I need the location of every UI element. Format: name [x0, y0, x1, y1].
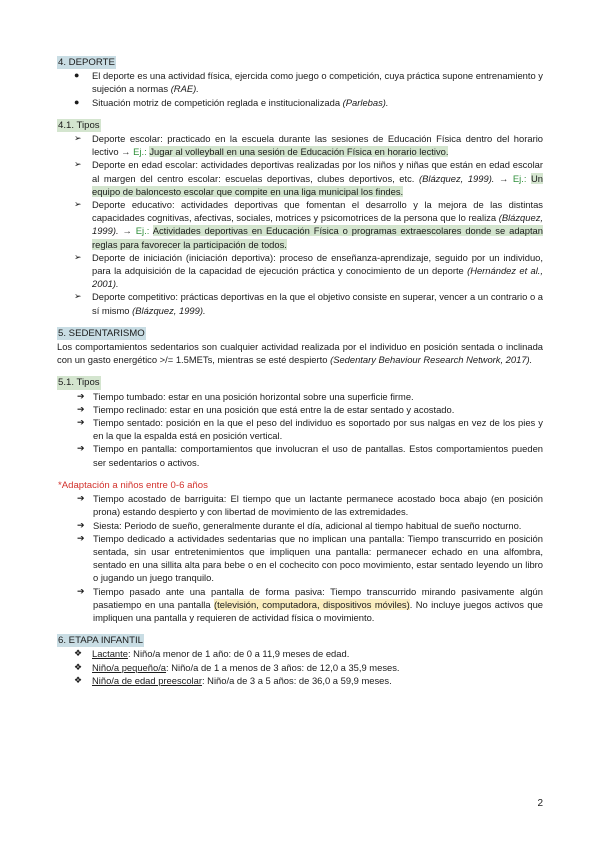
list-item: ● El deporte es una actividad física, ejercida como juego o competición, cuya práctica supone entrenamiento y sujeción a normas (RAE). — [74, 70, 543, 95]
arrow-bullet-icon: ➔ — [77, 403, 85, 414]
term: Niño/a pequeño/a — [92, 661, 167, 673]
diamond-bullet-icon: ❖ — [74, 674, 83, 685]
list-item: ➢ Deporte escolar: practicado en la escuela durante las sesiones de Educación Física dentro del horario lectivo → Ej.: Jugar al volleyball en una sesión de Educación Física en horario lectivo. — [74, 133, 543, 158]
list-item: ➔ Tiempo tumbado: estar en una posición horizontal sobre una superficie firme. — [77, 390, 414, 402]
highlighted-text: (televisión, computadora, dispositivos móviles) — [214, 598, 410, 610]
list-item: ➔ Tiempo sentado: posición en la que el peso del individuo es soportado por sus nalgas en vez de los pies y en la que la espalda está en posición vertical. — [77, 417, 543, 442]
citation: (Blázquez, 1999). — [132, 304, 206, 316]
list-item: ➔ Tiempo pasado ante una pantalla de forma pasiva: Tiempo transcurrido mirando pasivamente algún pasatiempo en una pantalla (televisión, computadora, dispositivos móviles). No incluye juegos activos que impliquen una pantalla y requieren de actividad física o movimiento. — [77, 585, 544, 623]
list-item: ➢ Deporte de iniciación (iniciación deportiva): proceso de enseñanza-aprendizaje, seguido por un individuo, para la adquisición de la capacidad de ejecución práctica y conocimiento de un deporte (Hernández et al., 2001). — [74, 251, 543, 290]
list-item: ➢ Deporte competitivo: prácticas deportivas en la que el objetivo consiste en superar, vencer a un contrario o a sí mismo (Blázquez, 1999). — [74, 291, 543, 316]
example-label: Ej.: — [133, 146, 147, 158]
section-heading: 4. DEPORTE — [58, 57, 115, 68]
arrow-bullet-icon: ➔ — [77, 519, 85, 530]
triangle-bullet-icon: ➢ — [74, 291, 82, 302]
arrow-bullet-icon: ➔ — [77, 443, 85, 454]
document-page — [57, 55, 543, 696]
citation: (Sedentary Behaviour Research Network, 2017). — [330, 354, 533, 366]
citation: (Parlebas). — [342, 96, 389, 108]
citation: (Blázquez, 1999). — [418, 172, 495, 184]
round-bullet-icon: ● — [74, 70, 80, 81]
arrow-bullet-icon: ➔ — [77, 532, 85, 543]
section-deporte — [57, 55, 543, 109]
list-item: ➔ Siesta: Periodo de sueño, generalmente durante el día, adicional al tiempo habitual de sueño nocturno. — [77, 519, 522, 531]
example-text: Actividades deportivas en Educación Física o programas extraescolares donde se adaptan reglas para favorecer la participación de todos. — [92, 225, 543, 250]
round-bullet-icon: ● — [74, 96, 80, 107]
example-text: Jugar al volleyball en una sesión de Educación Física en horario lectivo. — [149, 146, 449, 158]
citation: (Blázquez, 1999). — [92, 212, 543, 237]
term: Lactante — [92, 648, 128, 660]
list-item: ➔ Tiempo dedicado a actividades sedentarias que no implican una pantalla: Tiempo transcurrido en posición sentada, sin usar entretenimientos que impliquen una pantalla: permanecer echado en una alfombra, sentado en una sillita alta para bebe o en el cochecito con poco movimiento, estar sentado leyendo un libro o jugando un juego tranquilo. — [77, 532, 543, 584]
triangle-bullet-icon: ➢ — [74, 159, 82, 170]
section-adaptacion — [57, 478, 543, 624]
section-sedentarismo — [57, 326, 543, 367]
section-heading: 4.1. Tipos — [58, 119, 100, 131]
section-heading: 5. SEDENTARISMO — [58, 327, 145, 339]
section-heading: 5.1. Tipos — [58, 377, 100, 389]
section-heading: *Adaptación a niños entre 0-6 años — [58, 479, 208, 491]
arrow-bullet-icon: ➔ — [77, 417, 85, 428]
triangle-bullet-icon: ➢ — [74, 199, 82, 210]
list-item: ➔ Tiempo reclinado: estar en una posición que está entre la de estar sentado y acostado. — [77, 403, 455, 415]
list-item: ● Situación motriz de competición reglada e institucionalizada (Parlebas). — [74, 96, 389, 108]
section-heading: 6. ETAPA INFANTIL — [58, 635, 143, 647]
example-label: Ej.: — [512, 172, 527, 184]
list-item: ❖ Niño/a de edad preescolar: Niño/a de 3 a 5 años: de 36,0 a 59,9 meses. — [74, 674, 392, 686]
term: Niño/a de edad preescolar — [92, 674, 202, 686]
arrow-bullet-icon: ➔ — [77, 585, 85, 596]
triangle-bullet-icon: ➢ — [74, 133, 82, 144]
list-item: ➢ Deporte educativo: actividades deportivas que fomentan el desarrollo y la mejora de las distintas capacidades cognitivas, afectivas, sociales, motrices y psicomotrices de la persona que lo realiza (Blázquez, 1999). → Ej.: Actividades deportivas en Educación Física o programas extraescolares donde se adaptan reglas para favorecer la participación de todos. — [74, 199, 543, 250]
diamond-bullet-icon: ❖ — [74, 661, 83, 672]
page-number: 2 — [537, 798, 543, 809]
diamond-bullet-icon: ❖ — [74, 648, 83, 659]
list-item: ➔ Tiempo acostado de barriguita: El tiempo que un lactante permanece acostado boca abajo (en posición prona) estando despierto y con libertad de movimiento de las extremidades. — [77, 493, 543, 518]
list-item: ❖ Lactante: Niño/a menor de 1 año: de 0 a 11,9 meses de edad. — [74, 648, 350, 660]
list-item: ➔ Tiempo en pantalla: comportamientos que involucran el uso de pantallas. Estos comportamientos pueden ser sedentarios o activos. — [77, 443, 543, 468]
arrow-bullet-icon: ➔ — [77, 493, 85, 504]
arrow-bullet-icon: ➔ — [77, 390, 85, 401]
list-item: ❖ Niño/a pequeño/a: Niño/a de 1 a menos de 3 años: de 12,0 a 35,9 meses. — [74, 661, 400, 673]
paragraph: Los comportamientos sedentarios son cualquier actividad realizada por el individuo en posición sentada o inclinada con un gasto energético >/= 1.5METs, mientras se esté despierto (Sedentary Behaviour Research Network, 2017). — [57, 341, 543, 366]
section-etapa-infantil — [57, 633, 543, 687]
section-sedentarismo-tipos — [57, 375, 543, 468]
list-item: ➢ Deporte en edad escolar: actividades deportivas realizadas por los niños y niñas que están en edad escolar al margen del centro escolar: escuelas deportivas, clubes deportivos, etc. (Blázquez, 1999). → Ej.: Un equipo de baloncesto escolar que compite en una liga municipal los findes. — [74, 159, 544, 197]
citation: (Hernández et al., 2001). — [92, 265, 543, 290]
citation: (RAE). — [170, 83, 199, 95]
example-text: Un equipo de baloncesto escolar que compite en una liga municipal los findes. — [92, 172, 544, 197]
triangle-bullet-icon: ➢ — [74, 251, 82, 262]
example-label: Ej.: — [135, 225, 150, 237]
section-deporte-tipos — [57, 118, 543, 317]
